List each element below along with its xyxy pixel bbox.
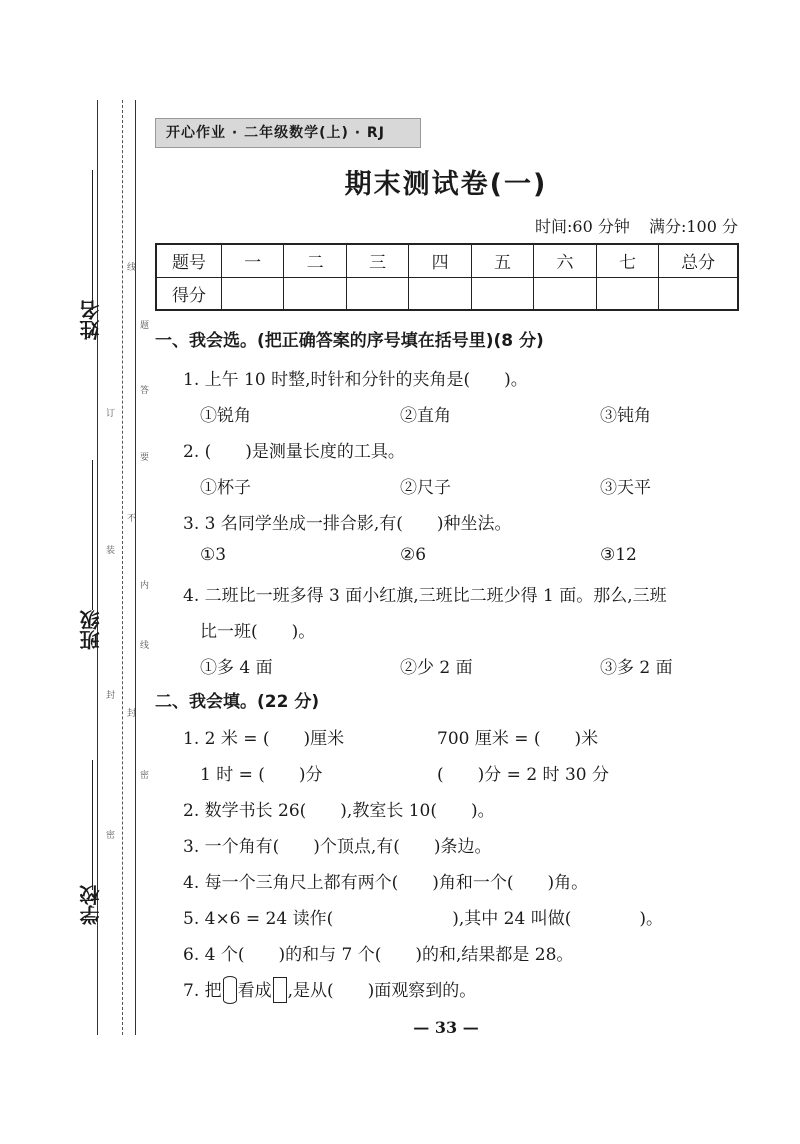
table-header-cell: 一 <box>221 244 283 277</box>
option: ①3 <box>200 545 227 565</box>
option: ①杯子 <box>200 478 251 498</box>
score-table <box>155 243 739 311</box>
table-row <box>156 277 738 310</box>
binding-word: 封 <box>104 690 114 699</box>
question-text: 5. 4×6 = 24 读作( ),其中 24 叫做( )。 <box>183 909 663 929</box>
binding-word: 要 <box>138 452 148 461</box>
class-label: 班级 <box>79 610 103 650</box>
series-banner: 开心作业 · 二年级数学(上) · RJ <box>155 118 421 148</box>
option: ③天平 <box>600 478 651 498</box>
rectangle-shape <box>273 977 287 1003</box>
table-header-cell: 总分 <box>659 244 738 277</box>
score-cell[interactable] <box>284 277 346 310</box>
question-text-continued: 比一班( )。 <box>200 622 316 642</box>
question-text: ( )分 = 2 时 30 分 <box>437 765 609 785</box>
page-number: — 33 — <box>413 1018 479 1037</box>
binding-word: 装 <box>104 545 114 554</box>
table-header-cell: 五 <box>471 244 533 277</box>
score-cell[interactable] <box>596 277 658 310</box>
question-text: 6. 4 个( )的和与 7 个( )的和,结果都是 28。 <box>183 945 574 965</box>
table-header-cell: 二 <box>284 244 346 277</box>
option: ②尺子 <box>400 478 451 498</box>
full-score: 满分:100 分 <box>648 217 738 236</box>
binding-word: 题 <box>138 320 148 329</box>
binding-word: 内 <box>138 580 148 589</box>
question-text: 700 厘米 = ( )米 <box>437 729 599 749</box>
question-text: 3. 3 名同学坐成一排合影,有( )种坐法。 <box>183 514 512 534</box>
option: ②少 2 面 <box>400 658 473 678</box>
section-heading: 二、我会填。(22 分) <box>155 692 320 712</box>
binding-word: 封 <box>125 708 135 717</box>
option: ①多 4 面 <box>200 658 273 678</box>
name-underline <box>92 170 93 310</box>
score-cell[interactable] <box>221 277 283 310</box>
binding-line <box>135 100 136 1035</box>
table-header-cell: 七 <box>596 244 658 277</box>
q7-middle: 看成 <box>237 981 272 1001</box>
table-row <box>156 244 738 277</box>
cylinder-shape <box>223 976 237 1004</box>
score-cell[interactable] <box>659 277 738 310</box>
score-cell[interactable] <box>471 277 533 310</box>
question-text: 3. 一个角有( )个顶点,有( )条边。 <box>183 837 492 857</box>
binding-word: 线 <box>138 640 148 649</box>
score-cell[interactable] <box>409 277 471 310</box>
score-cell[interactable] <box>534 277 596 310</box>
table-header-cell: 三 <box>346 244 408 277</box>
table-row-label: 得分 <box>156 277 221 310</box>
question-text: 4. 每一个三角尺上都有两个( )角和一个( )角。 <box>183 873 589 893</box>
name-label: 姓名 <box>79 300 103 340</box>
question-text: 1 时 = ( )分 <box>200 765 323 785</box>
score-cell[interactable] <box>346 277 408 310</box>
table-header-cell: 题号 <box>156 244 221 277</box>
option: ②直角 <box>400 406 451 426</box>
q7-suffix: ,是从( )面观察到的。 <box>287 981 477 1001</box>
q7-prefix: 7. 把 <box>183 981 222 1001</box>
question-text: 1. 上午 10 时整,时针和分针的夹角是( )。 <box>183 370 528 390</box>
table-header-cell: 六 <box>534 244 596 277</box>
option: ③12 <box>600 545 637 565</box>
question-text: 4. 二班比一班多得 3 面小红旗,三班比二班少得 1 面。那么,三班 <box>183 586 667 606</box>
binding-word: 密 <box>138 770 148 779</box>
binding-word: 订 <box>104 408 114 417</box>
exam-meta <box>521 214 738 237</box>
time-limit: 时间:60 分钟 <box>535 217 630 236</box>
binding-word: 线 <box>125 262 135 271</box>
option: ③钝角 <box>600 406 651 426</box>
question-text: 2. ( )是测量长度的工具。 <box>183 442 405 462</box>
binding-word: 答 <box>138 385 148 394</box>
dashed-cut-line <box>122 100 123 1035</box>
page-title: 期末测试卷(一) <box>344 169 548 200</box>
option: ②6 <box>400 545 427 565</box>
question-text <box>183 976 476 1004</box>
school-underline <box>92 760 93 890</box>
binding-word: 不 <box>125 513 135 522</box>
question-text: 2. 数学书长 26( ),教室长 10( )。 <box>183 801 495 821</box>
section-heading: 一、我会选。(把正确答案的序号填在括号里)(8 分) <box>155 331 544 351</box>
option: ③多 2 面 <box>600 658 673 678</box>
binding-word: 密 <box>104 830 114 839</box>
school-label: 学校 <box>79 885 103 925</box>
table-header-cell: 四 <box>409 244 471 277</box>
class-underline <box>92 460 93 610</box>
binding-margin <box>0 0 150 1144</box>
question-text: 1. 2 米 = ( )厘米 <box>183 729 345 749</box>
option: ①锐角 <box>200 406 251 426</box>
